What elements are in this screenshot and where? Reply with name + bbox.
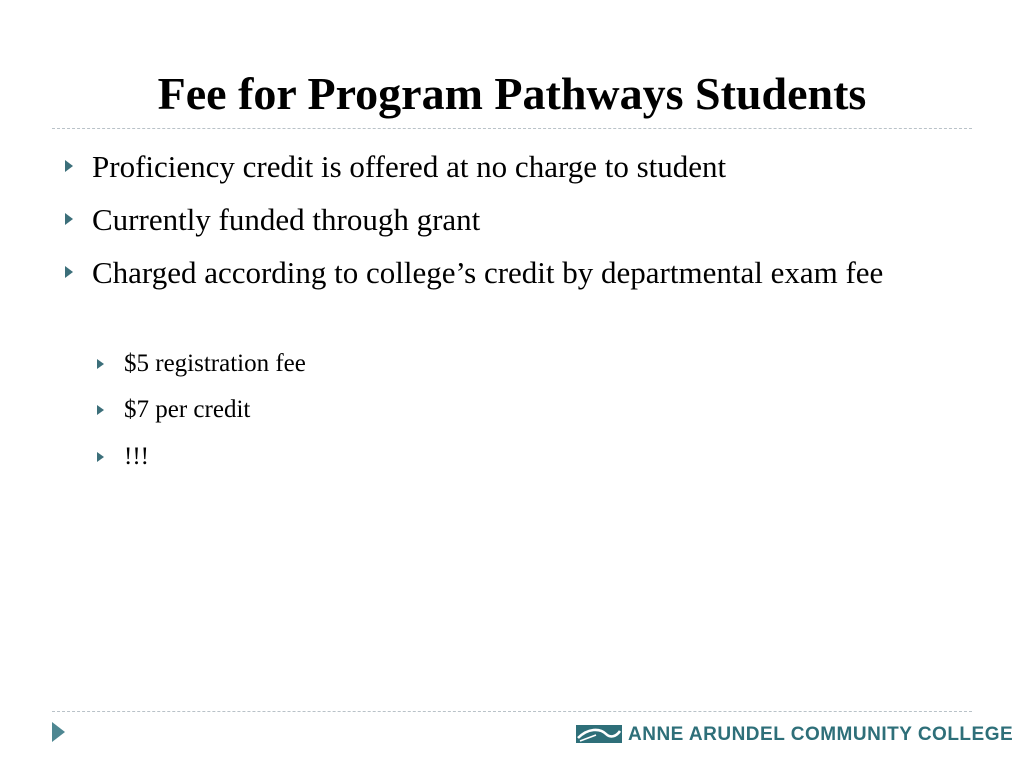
footer-divider [52, 711, 972, 712]
logo-text: ANNE ARUNDEL COMMUNITY COLLEGE [628, 724, 1014, 745]
bullet-arrow-icon [65, 213, 73, 225]
bullet-arrow-icon [65, 160, 73, 172]
bullet-item [92, 197, 922, 243]
sub-bullet-item [124, 394, 904, 426]
title-divider [52, 128, 972, 129]
bullet-text: Currently funded through grant [92, 202, 481, 237]
bullet-arrow-icon [65, 266, 73, 278]
slide-title: Fee for Program Pathways Students [157, 68, 867, 119]
bullet-text: $5 registration fee [124, 350, 306, 377]
college-logo [576, 723, 1014, 747]
triangle-arrow-right-icon[interactable] [52, 722, 65, 742]
bullet-text: Proficiency credit is offered at no charge to student [92, 149, 727, 184]
bullet-arrow-icon [97, 359, 104, 369]
sub-bullet-item [124, 441, 904, 473]
bullet-item [92, 144, 922, 190]
bullet-arrow-icon [97, 452, 104, 462]
bullet-item [92, 250, 922, 296]
sub-bullet-item [124, 348, 904, 380]
bullet-text: !!! [124, 443, 149, 470]
aacc-logo-icon [576, 725, 622, 743]
bullet-text: Charged according to college’s credit by departmental exam fee [92, 255, 884, 290]
bullet-text: $7 per credit [124, 396, 251, 423]
bullet-arrow-icon [97, 405, 104, 415]
